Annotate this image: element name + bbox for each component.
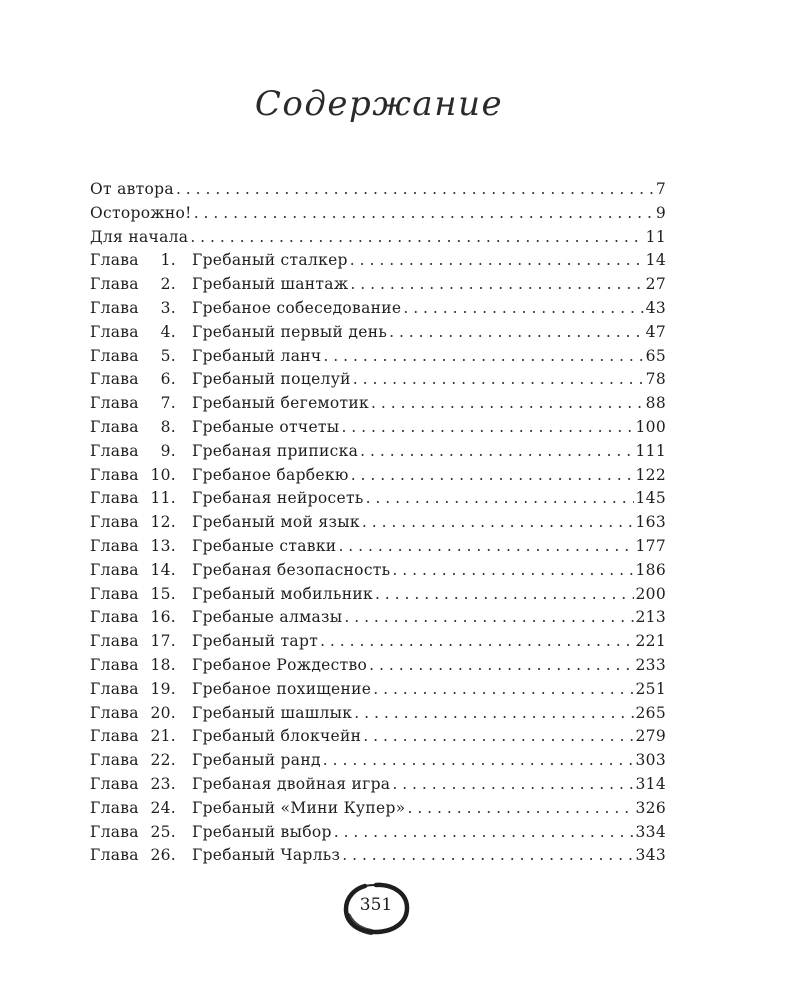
toc-chapter-prefix <box>90 559 184 583</box>
chapter-number: 8. <box>160 417 176 436</box>
toc-chapter-entry <box>90 773 666 797</box>
toc-chapter-prefix <box>90 345 184 369</box>
chapter-number: 19. <box>150 679 176 698</box>
chapter-number: 13. <box>150 536 176 555</box>
toc-chapter-entry <box>90 487 666 511</box>
toc-entry-page: 145 <box>635 489 666 508</box>
toc-chapter-entry <box>90 345 666 369</box>
toc-dot-leader <box>392 559 633 583</box>
toc-dot-leader <box>350 249 644 273</box>
toc-chapter-entry <box>90 511 666 535</box>
toc-dot-leader <box>194 202 654 226</box>
toc-dot-leader <box>375 583 634 607</box>
toc-entry-title: Гребаное похищение <box>192 679 372 698</box>
toc-entry-page: 314 <box>635 774 666 793</box>
toc-entry-title: Гребаный мобильник <box>192 584 373 603</box>
toc-dot-leader <box>373 678 633 702</box>
toc-chapter-prefix <box>90 249 184 273</box>
toc-chapter-entry <box>90 464 666 488</box>
toc-chapter-prefix <box>90 273 184 297</box>
chapter-word: Глава <box>90 679 139 698</box>
chapter-word: Глава <box>90 441 139 460</box>
chapter-number: 1. <box>160 251 176 270</box>
chapter-number: 26. <box>150 846 176 865</box>
toc-entry-title: Гребаное Рождество <box>192 655 368 674</box>
toc-chapter-entry <box>90 630 666 654</box>
chapter-number: 20. <box>150 703 176 722</box>
toc-chapter-entry <box>90 606 666 630</box>
toc-entry-title: Гребаное собеседование <box>192 298 402 317</box>
toc-chapter-prefix <box>90 511 184 535</box>
toc-chapter-entry <box>90 368 666 392</box>
toc-entry-title: Гребаные ставки <box>192 536 337 555</box>
toc-entry-page: 213 <box>635 608 666 627</box>
toc-entry-title: Для начала <box>90 227 189 246</box>
toc-chapter-entry <box>90 583 666 607</box>
chapter-word: Глава <box>90 584 139 603</box>
chapter-word: Глава <box>90 774 139 793</box>
chapter-number: 22. <box>150 751 176 770</box>
toc-dot-leader <box>323 749 634 773</box>
toc-entry-title: Гребаный шантаж <box>192 275 349 294</box>
toc-chapter-prefix <box>90 464 184 488</box>
chapter-number: 9. <box>160 441 176 460</box>
toc-chapter-entry <box>90 654 666 678</box>
chapter-word: Глава <box>90 751 139 770</box>
toc-dot-leader <box>362 511 634 535</box>
chapter-word: Глава <box>90 370 139 389</box>
toc-entry-title: Гребаный Чарльз <box>192 846 341 865</box>
toc-entry-page: 343 <box>635 846 666 865</box>
toc-entry <box>90 226 666 250</box>
page-number-badge <box>338 880 414 936</box>
toc-chapter-entry <box>90 392 666 416</box>
toc-chapter-prefix <box>90 535 184 559</box>
toc-entry-title: Гребаный выбор <box>192 822 332 841</box>
toc-entry-title: Гребаный ранд <box>192 751 321 770</box>
chapter-word: Глава <box>90 703 139 722</box>
toc-dot-leader <box>392 773 633 797</box>
toc-dot-leader <box>176 178 654 202</box>
toc-dot-leader <box>353 368 644 392</box>
toc-entry <box>90 178 666 202</box>
toc-entry-title: Гребаные алмазы <box>192 608 343 627</box>
chapter-number: 23. <box>150 774 176 793</box>
toc-entry-page: 303 <box>635 751 666 770</box>
toc-dot-leader <box>351 464 634 488</box>
toc-entry-page: 334 <box>635 822 666 841</box>
toc-chapter-entry <box>90 297 666 321</box>
toc-entry-title: Гребаная двойная игра <box>192 774 391 793</box>
page-number: 351 <box>359 895 393 915</box>
toc-entry-title: Осторожно! <box>90 203 192 222</box>
toc-dot-leader <box>360 440 633 464</box>
toc-dot-leader <box>338 535 633 559</box>
chapter-number: 16. <box>150 608 176 627</box>
toc-entry-title: Гребаный блокчейн <box>192 727 362 746</box>
toc-chapter-entry <box>90 678 666 702</box>
toc-entry-page: 88 <box>645 394 666 413</box>
toc-chapter-entry <box>90 321 666 345</box>
toc-dot-leader <box>366 487 634 511</box>
chapter-number: 5. <box>160 346 176 365</box>
toc-chapter-prefix <box>90 583 184 607</box>
chapter-word: Глава <box>90 322 139 341</box>
toc-entry-page: 7 <box>655 180 666 198</box>
toc-chapter-prefix <box>90 487 184 511</box>
toc-entry-page: 100 <box>635 417 666 436</box>
toc-chapter-prefix <box>90 844 184 868</box>
chapter-word: Глава <box>90 346 139 365</box>
chapter-word: Глава <box>90 846 139 865</box>
toc-dot-leader <box>403 297 643 321</box>
chapter-word: Глава <box>90 394 139 413</box>
toc-chapter-prefix <box>90 821 184 845</box>
toc-dot-leader <box>369 654 633 678</box>
toc-dot-leader <box>320 630 633 654</box>
toc-entry-title: Гребаный поцелуй <box>192 370 351 389</box>
toc-chapter-prefix <box>90 749 184 773</box>
toc-entry-title: Гребаный бегемотик <box>192 394 370 413</box>
chapter-number: 11. <box>150 489 176 508</box>
chapter-word: Глава <box>90 513 139 532</box>
toc-entry-page: 27 <box>645 275 666 294</box>
toc-entry-page: 78 <box>645 370 666 389</box>
toc-dot-leader <box>354 702 633 726</box>
toc-chapter-prefix <box>90 702 184 726</box>
toc-entry-page: 186 <box>635 560 666 579</box>
chapter-number: 25. <box>150 822 176 841</box>
toc-entry-title: Гребаный ланч <box>192 346 322 365</box>
toc-entry-title: Гребаный тарт <box>192 632 319 651</box>
toc-entry-title: Гребаная приписка <box>192 441 359 460</box>
chapter-word: Глава <box>90 727 139 746</box>
toc-chapter-entry <box>90 273 666 297</box>
toc-entry-page: 221 <box>635 632 666 651</box>
chapter-word: Глава <box>90 251 139 270</box>
toc-entry-title: Гребаный «Мини Купер» <box>192 798 406 817</box>
toc-chapter-entry <box>90 821 666 845</box>
toc-entry-title: Гребаное барбекю <box>192 465 349 484</box>
chapter-word: Глава <box>90 560 139 579</box>
toc-entry-title: Гребаный шашлык <box>192 703 353 722</box>
toc-entry-page: 111 <box>635 441 666 460</box>
toc-dot-leader <box>371 392 644 416</box>
toc-entry-page: 43 <box>645 298 666 317</box>
toc-chapter-entry <box>90 535 666 559</box>
toc-entry-title: Гребаный первый день <box>192 322 388 341</box>
toc-chapter-prefix <box>90 416 184 440</box>
toc-dot-leader <box>344 606 633 630</box>
toc-chapter-prefix <box>90 321 184 345</box>
toc-entry-page: 9 <box>655 203 666 222</box>
toc-dot-leader <box>323 345 643 369</box>
chapter-word: Глава <box>90 655 139 674</box>
chapter-word: Глава <box>90 275 139 294</box>
chapter-word: Глава <box>90 632 139 651</box>
chapter-word: Глава <box>90 489 139 508</box>
chapter-number: 21. <box>150 727 176 746</box>
toc-entry-page: 122 <box>635 465 666 484</box>
chapter-number: 10. <box>150 465 176 484</box>
toc-entry-page: 326 <box>635 798 666 817</box>
toc-chapter-entry <box>90 725 666 749</box>
toc-chapter-prefix <box>90 606 184 630</box>
toc-chapter-prefix <box>90 797 184 821</box>
toc-chapter-prefix <box>90 392 184 416</box>
toc-chapter-entry <box>90 749 666 773</box>
chapter-word: Глава <box>90 798 139 817</box>
toc-dot-leader <box>389 321 644 345</box>
chapter-number: 7. <box>160 394 176 413</box>
toc-dot-leader <box>342 844 633 868</box>
toc-entry-title: Гребаный мой язык <box>192 513 360 532</box>
toc-chapter-prefix <box>90 297 184 321</box>
toc-entry-page: 200 <box>635 584 666 603</box>
toc-dot-leader <box>363 725 633 749</box>
toc-entry-page: 265 <box>635 703 666 722</box>
toc-entry-page: 251 <box>635 679 666 698</box>
toc-entry-page: 279 <box>635 727 666 746</box>
toc-entry-page: 14 <box>645 251 666 270</box>
toc-dot-leader <box>341 416 633 440</box>
toc-chapter-prefix <box>90 368 184 392</box>
chapter-number: 6. <box>160 370 176 389</box>
chapter-word: Глава <box>90 822 139 841</box>
toc-chapter-prefix <box>90 440 184 464</box>
toc-chapter-entry <box>90 797 666 821</box>
chapter-number: 18. <box>150 655 176 674</box>
toc-dot-leader <box>334 821 634 845</box>
toc-dot-leader <box>407 797 633 821</box>
toc-entry-page: 233 <box>635 655 666 674</box>
chapter-word: Глава <box>90 417 139 436</box>
chapter-word: Глава <box>90 298 139 317</box>
chapter-number: 3. <box>160 298 176 317</box>
chapter-number: 24. <box>150 798 176 817</box>
toc-chapter-entry <box>90 844 666 868</box>
table-of-contents <box>90 178 666 868</box>
page-title: Содержание <box>254 84 504 124</box>
toc-chapter-prefix <box>90 654 184 678</box>
toc-chapter-entry <box>90 702 666 726</box>
toc-entry-page: 177 <box>635 536 666 555</box>
toc-entry-title: Гребаная нейросеть <box>192 489 364 508</box>
toc-chapter-prefix <box>90 678 184 702</box>
chapter-number: 17. <box>150 632 176 651</box>
toc-chapter-prefix <box>90 630 184 654</box>
toc-entry-page: 65 <box>645 346 666 365</box>
toc-chapter-prefix <box>90 725 184 749</box>
chapter-word: Глава <box>90 536 139 555</box>
toc-chapter-entry <box>90 416 666 440</box>
toc-chapter-entry <box>90 559 666 583</box>
chapter-number: 14. <box>150 560 176 579</box>
toc-entry-page: 47 <box>645 322 666 341</box>
toc-dot-leader <box>350 273 643 297</box>
toc-chapter-entry <box>90 440 666 464</box>
chapter-number: 15. <box>150 584 176 603</box>
toc-entry-page: 163 <box>635 513 666 532</box>
toc-entry-title: Гребаные отчеты <box>192 417 340 436</box>
chapter-number: 2. <box>160 275 176 294</box>
chapter-number: 4. <box>160 322 176 341</box>
toc-entry-title: Гребаный сталкер <box>192 251 348 270</box>
toc-entry-page: 11 <box>645 227 666 246</box>
toc-entry-title: Гребаная безопасность <box>192 560 391 579</box>
toc-entry <box>90 202 666 226</box>
chapter-number: 12. <box>150 513 176 532</box>
toc-dot-leader <box>190 226 643 250</box>
toc-entry-title: От автора <box>90 180 174 198</box>
toc-chapter-prefix <box>90 773 184 797</box>
toc-chapter-entry <box>90 249 666 273</box>
chapter-word: Глава <box>90 608 139 627</box>
chapter-word: Глава <box>90 465 139 484</box>
